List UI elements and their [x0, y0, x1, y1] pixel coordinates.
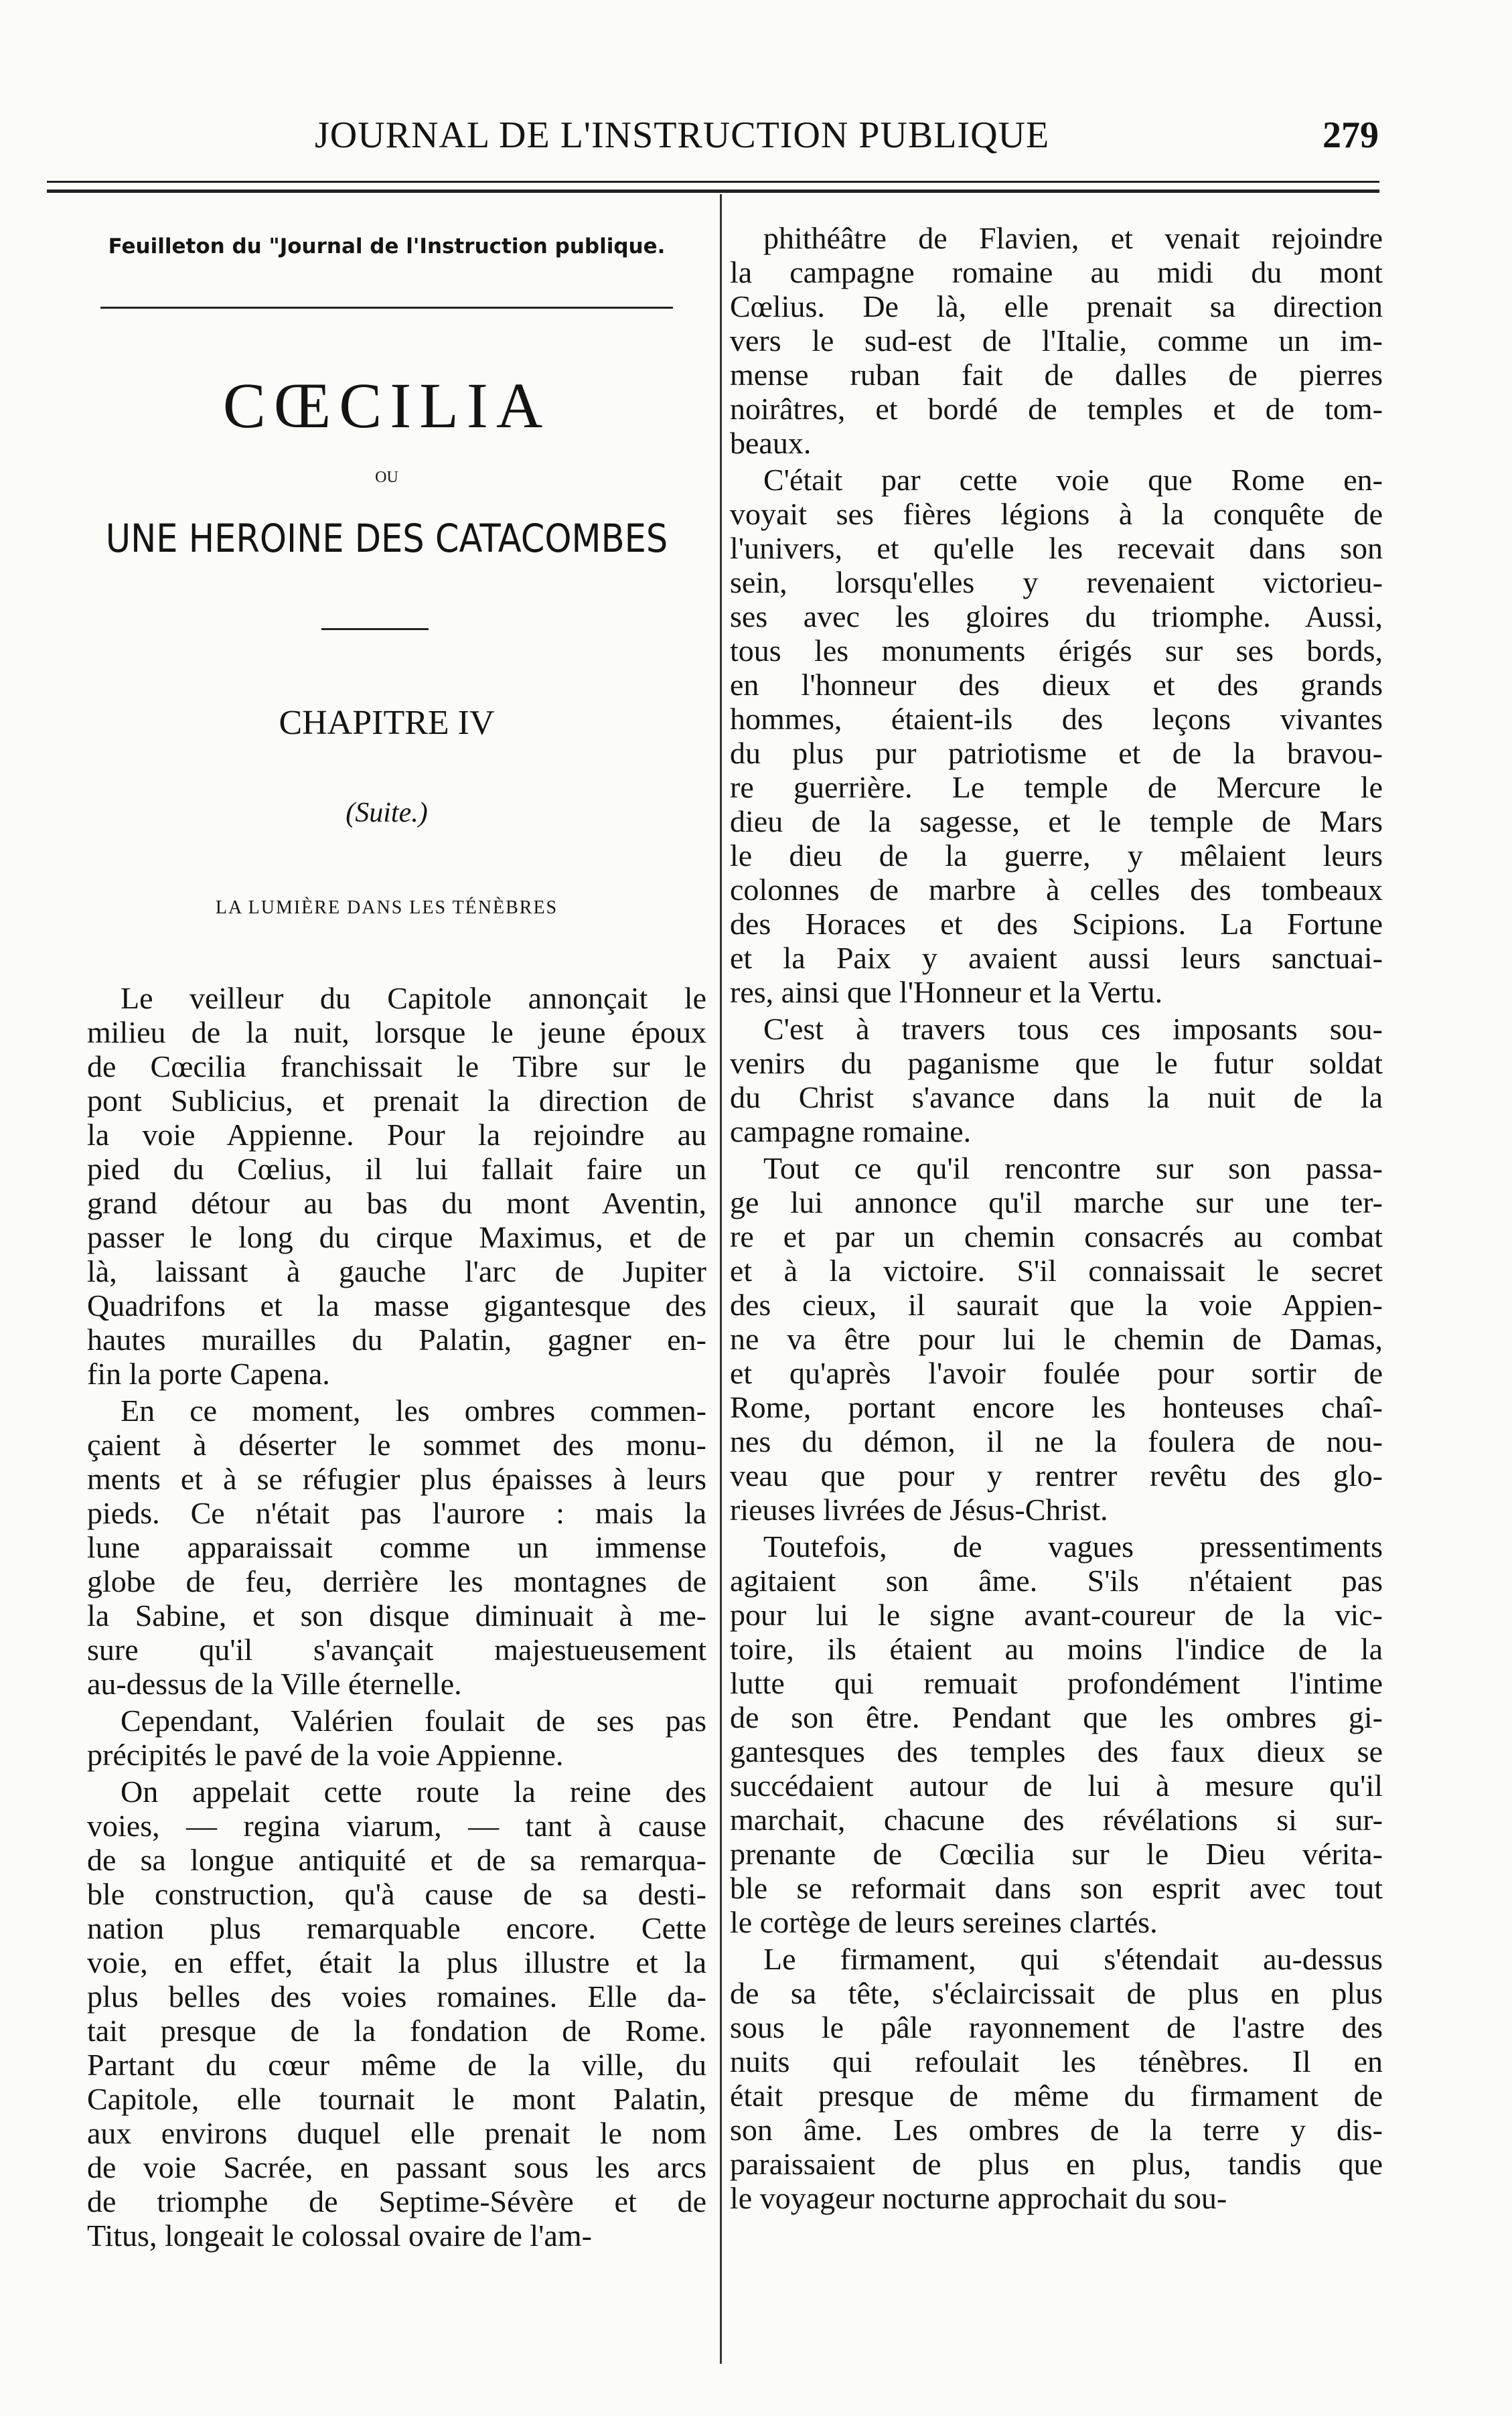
text-line: sein, lorsqu'elles y revenaient victorieu-: [730, 565, 1383, 599]
text-line: en l'honneur des dieux et des grands: [730, 668, 1383, 702]
text-line: Cœlius. De là, elle prenait sa direction: [730, 289, 1383, 323]
text-line: ne va être pour lui le chemin de Damas,: [730, 1322, 1383, 1356]
paragraph: [730, 1529, 1383, 1939]
text-line: Cependant, Valérien foulait de ses pas: [121, 1704, 706, 1738]
text-line: et qu'après l'avoir foulée pour sortir de: [730, 1356, 1383, 1390]
paragraph: [730, 1942, 1383, 2215]
text-line: Titus, longeait le colossal ovaire de l'am-: [87, 2218, 592, 2253]
text-line: de son être. Pendant que les ombres gi-: [730, 1700, 1383, 1734]
text-line: gantesques des temples des faux dieux se: [730, 1734, 1383, 1768]
paragraph: [730, 1151, 1383, 1527]
text-line: Toutefois, de vagues pressentiments: [763, 1529, 1383, 1564]
text-line: sous le pâle rayonnement de l'astre des: [730, 2010, 1383, 2044]
text-line: nuits qui refoulait les ténèbres. Il en: [730, 2044, 1383, 2079]
paragraph: [730, 463, 1383, 1009]
text-line: des Horaces et des Scipions. La Fortune: [730, 907, 1383, 941]
section-heading: LA LUMIÈRE DANS LES TÉNÈBRES: [215, 897, 558, 918]
text-line: était presque de même du firmament de: [730, 2079, 1383, 2113]
story-subtitle: UNE HEROINE DES CATACOMBES: [105, 516, 668, 561]
column-divider: [720, 194, 722, 2364]
text-line: Quadrifons et la masse gigantesque des: [87, 1288, 706, 1323]
text-line: des cieux, il saurait que la voie Appien-: [730, 1288, 1383, 1322]
continued-label: (Suite.): [346, 798, 428, 828]
text-line: Le firmament, qui s'étendait au-dessus: [763, 1942, 1383, 1976]
text-line: son âme. Les ombres de la terre y dis-: [730, 2113, 1383, 2147]
text-line: En ce moment, les ombres commen-: [121, 1393, 706, 1428]
text-line: C'est à travers tous ces imposants sou-: [763, 1012, 1383, 1046]
text-line: fin la porte Capena.: [87, 1357, 330, 1391]
text-line: et la Paix y avaient aussi leurs sanctuai-: [730, 941, 1383, 975]
header-rule-bottom: [47, 190, 1379, 193]
text-line: globe de feu, derrière les montagnes de: [87, 1564, 706, 1598]
text-line: phithéâtre de Flavien, et venait rejoindre: [763, 221, 1383, 255]
text-line: vers le sud-est de l'Italie, comme un im-: [730, 323, 1383, 358]
text-line: paraissaient de plus en plus, tandis que: [730, 2147, 1383, 2181]
text-line: agitaient son âme. S'ils n'étaient pas: [730, 1564, 1383, 1598]
story-title: CŒCILIA: [222, 370, 551, 441]
text-line: précipités le pavé de la voie Appienne.: [87, 1738, 564, 1772]
text-line: hommes, étaient-ils des leçons vivantes: [730, 702, 1383, 736]
text-line: l'univers, et qu'elle les recevait dans son: [730, 531, 1383, 565]
text-line: de sa longue antiquité et de sa remarqua-: [87, 1843, 706, 1877]
text-line: marchait, chacune des révélations si sur-: [730, 1803, 1383, 1837]
chapter-heading: CHAPITRE IV: [279, 704, 495, 742]
text-line: ble construction, qu'à cause de sa desti-: [87, 1877, 706, 1911]
text-line: tait presque de la fondation de Rome.: [87, 2014, 706, 2048]
left-body-text: [87, 981, 706, 2255]
text-line: la Sabine, et son disque diminuait à me-: [87, 1598, 706, 1633]
text-line: tous les monuments érigés sur ses bords,: [730, 633, 1383, 668]
text-line: voie, en effet, était la plus illustre et la: [87, 1945, 706, 1979]
text-line: voies, — regina viarum, — tant à cause: [87, 1809, 706, 1843]
text-line: de Cœcilia franchissait le Tibre sur le: [87, 1049, 706, 1083]
text-line: hautes murailles du Palatin, gagner en-: [87, 1323, 706, 1357]
text-line: de triomphe de Septime-Sévère et de: [87, 2184, 706, 2218]
text-line: la voie Appienne. Pour la rejoindre au: [87, 1118, 706, 1152]
journal-title: JOURNAL DE L'INSTRUCTION PUBLIQUE: [315, 115, 1050, 156]
text-line: çaient à déserter le sommet des monu-: [87, 1428, 706, 1462]
text-line: venirs du paganisme que le futur soldat: [730, 1046, 1383, 1080]
text-line: re guerrière. Le temple de Mercure le: [730, 770, 1383, 804]
text-line: beaux.: [730, 426, 812, 460]
running-header: [0, 114, 1512, 167]
text-line: ses avec les gloires du triomphe. Aussi,: [730, 599, 1383, 633]
text-line: sure qu'il s'avançait majestueusement: [87, 1633, 706, 1667]
text-line: là, laissant à gauche l'arc de Jupiter: [87, 1254, 706, 1288]
text-line: ble se reformait dans son esprit avec tout: [730, 1871, 1383, 1905]
text-line: Tout ce qu'il rencontre sur son passa-: [763, 1151, 1383, 1185]
text-line: pieds. Ce n'était pas l'aurore : mais la: [87, 1496, 706, 1530]
text-line: toire, ils étaient au moins l'indice de la: [730, 1632, 1383, 1666]
paragraph: [730, 221, 1383, 460]
text-line: res, ainsi que l'Honneur et la Vertu.: [730, 975, 1163, 1009]
text-line: Capitole, elle tournait le mont Palatin,: [87, 2082, 706, 2116]
right-body-text: [730, 221, 1383, 2215]
text-line: Le veilleur du Capitole annonçait le: [121, 981, 706, 1015]
text-line: et à la victoire. S'il connaissait le secret: [730, 1254, 1383, 1288]
text-line: campagne romaine.: [730, 1114, 972, 1148]
text-line: succédaient autour de lui à mesure qu'il: [730, 1768, 1383, 1803]
text-line: le cortège de leurs sereines clartés.: [730, 1905, 1158, 1939]
text-line: On appelait cette route la reine des: [121, 1775, 706, 1809]
paragraph: [87, 981, 706, 1391]
text-line: de voie Sacrée, en passant sous les arcs: [87, 2150, 706, 2184]
text-line: aux environs duquel elle prenait le nom: [87, 2116, 706, 2150]
text-line: nation plus remarquable encore. Cette: [87, 1911, 706, 1945]
text-line: de sa tête, s'éclaircissait de plus en plus: [730, 1976, 1383, 2010]
text-line: dieu de la sagesse, et le temple de Mars: [730, 804, 1383, 838]
feuilleton-rule: [100, 307, 673, 309]
text-line: noirâtres, et bordé de temples et de tom-: [730, 392, 1383, 426]
title-rule: [321, 628, 429, 630]
title-conjunction: OU: [375, 469, 398, 486]
text-line: le dieu de la guerre, y mêlaient leurs: [730, 838, 1383, 873]
feuilleton-label: Feuilleton du "Journal de l'Instruction publique.: [108, 234, 666, 258]
text-line: lune apparaissait comme un immense: [87, 1530, 706, 1564]
text-line: C'était par cette voie que Rome en-: [763, 463, 1383, 497]
text-line: re et par un chemin consacrés au combat: [730, 1219, 1383, 1254]
text-line: plus belles des voies romaines. Elle da-: [87, 1979, 706, 2014]
text-line: au-dessus de la Ville éternelle.: [87, 1667, 462, 1701]
text-line: nes du démon, il ne la foulera de nou-: [730, 1424, 1383, 1458]
text-line: du plus pur patriotisme et de la bravou-: [730, 736, 1383, 770]
right-column: [730, 221, 1383, 2218]
text-line: passer le long du cirque Maximus, et de: [87, 1220, 706, 1254]
text-line: pont Sublicius, et prenait la direction de: [87, 1083, 706, 1118]
paragraph: [730, 1012, 1383, 1148]
text-line: pour lui le signe avant-coureur de la vic-: [730, 1598, 1383, 1632]
text-line: grand détour au bas du mont Aventin,: [87, 1186, 706, 1220]
page-number: 279: [1322, 115, 1379, 156]
text-line: prenante de Cœcilia sur le Dieu vérita-: [730, 1837, 1383, 1871]
text-line: le voyageur nocturne approchait du sou-: [730, 2181, 1227, 2215]
paragraph: [87, 1704, 706, 1772]
paragraph: [87, 1393, 706, 1701]
text-line: du Christ s'avance dans la nuit de la: [730, 1080, 1383, 1114]
text-line: colonnes de marbre à celles des tombeaux: [730, 873, 1383, 907]
text-line: mense ruban fait de dalles de pierres: [730, 358, 1383, 392]
text-line: milieu de la nuit, lorsque le jeune époux: [87, 1015, 706, 1049]
paragraph: [87, 1775, 706, 2253]
text-line: ge lui annonce qu'il marche sur une ter-: [730, 1185, 1383, 1219]
text-line: lutte qui remuait profondément l'intime: [730, 1666, 1383, 1700]
text-line: la campagne romaine au midi du mont: [730, 255, 1383, 289]
text-line: ments et à se réfugier plus épaisses à leurs: [87, 1462, 706, 1496]
text-line: rieuses livrées de Jésus-Christ.: [730, 1493, 1108, 1527]
text-line: voyait ses fières légions à la conquête de: [730, 497, 1383, 531]
header-rule-top: [47, 181, 1379, 183]
text-line: veau que pour y rentrer revêtu des glo-: [730, 1458, 1383, 1493]
text-line: Partant du cœur même de la ville, du: [87, 2048, 706, 2082]
text-line: Rome, portant encore les honteuses chaî-: [730, 1390, 1383, 1424]
text-line: pied du Cœlius, il lui fallait faire un: [87, 1152, 706, 1186]
